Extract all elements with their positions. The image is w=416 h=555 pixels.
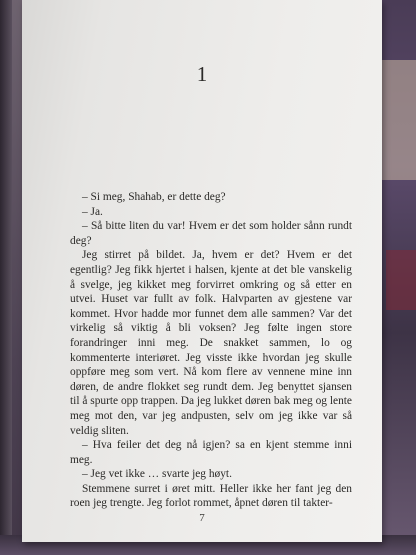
book-page — [22, 0, 382, 542]
body-text — [70, 190, 352, 511]
paragraph: – Si meg, Shahab, er dette deg? — [82, 191, 226, 203]
page-number: 7 — [199, 512, 205, 524]
background-shelf — [380, 60, 416, 180]
chapter-number: 1 — [196, 62, 208, 86]
paragraph: – Hva feiler det deg nå igjen? sa en kjent stemme inni meg. — [70, 439, 352, 466]
paragraph: – Ja. — [82, 205, 103, 218]
background-book-strip — [386, 250, 416, 310]
paragraph: Stemmene surret i øret mitt. Heller ikke her fant jeg den roen jeg trengte. Jeg forlot rommet, åpnet døren til takter- — [70, 482, 352, 510]
paragraph: Jeg stirret på bildet. Ja, hvem er det? Hvem er det egentlig? Jeg fikk hjertet i halsen, kjente at det ble vanskelig å svelge, jeg kikket meg forvirret omkring og så etter en utvei. Huset var fullt av folk. Halvparten av gjestene var kommet. Hvor hadde mor funnet dem alle sammen? Var det virkelig så viktig å bli voksen? Jeg følte ingen store forandringer inni meg. De snakket sammen, lo og kommenterte interiøret. Jeg visste ikke hvordan jeg skulle oppføre meg som vert. Nå kom flere av vennene mine inn døren, de andre flokket seg rundt dem. Jeg benyttet sjansen til å spurte opp trappen. Da jeg lukket døren bak meg og lente meg mot den, var jeg andpusten, selv om jeg ikke var så veldig sliten. — [70, 249, 352, 437]
paragraph: – Så bitte liten du var! Hvem er det som holder sånn rundt deg? — [70, 220, 352, 247]
paragraph: – Jeg vet ikke … svarte jeg høyt. — [82, 468, 232, 481]
background-left-edge — [0, 0, 12, 555]
